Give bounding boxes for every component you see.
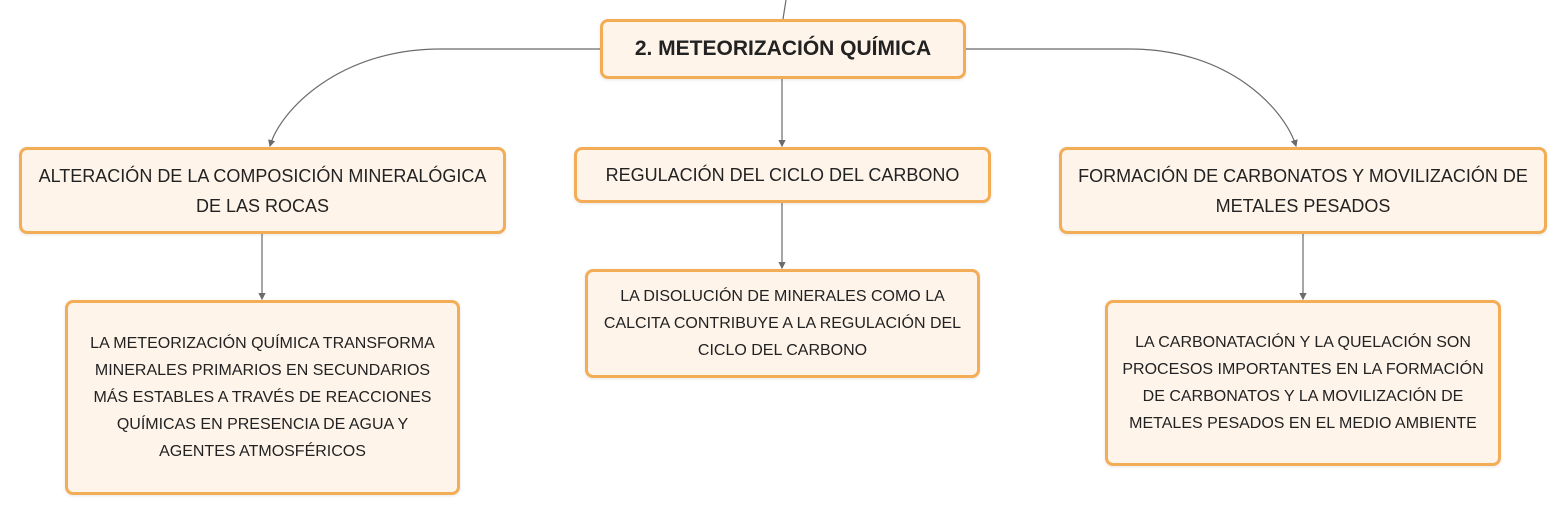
detail-node-carbonates-heavy-metals[interactable] <box>1105 300 1501 466</box>
branch-node-label: ALTERACIÓN DE LA COMPOSICIÓN MINERALÓGICA DE LAS ROCAS <box>38 165 487 216</box>
detail-node-text: LA METEORIZACIÓN QUÍMICA TRANSFORMA MINERALES PRIMARIOS EN SECUNDARIOS MÁS ESTABLES A TRAVÉS DE REACCIONES QUÍMICAS EN PRESENCIA DE AGUA Y AGENTES ATMOSFÉRICOS <box>90 335 435 460</box>
branch-node-label: FORMACIÓN DE CARBONATOS Y MOVILIZACIÓN DE METALES PESADOS <box>1078 165 1528 216</box>
root-node[interactable] <box>600 19 966 79</box>
branch-node-carbonates-heavy-metals[interactable] <box>1059 147 1547 234</box>
root-node-label: 2. METEORIZACIÓN QUÍMICA <box>634 37 932 60</box>
detail-node-text: LA CARBONATACIÓN Y LA QUELACIÓN SON PROCESOS IMPORTANTES EN LA FORMACIÓN DE CARBONATOS Y LA MOVILIZACIÓN DE METALES PESADOS EN EL MEDIO AMBIENTE <box>1122 334 1484 432</box>
connector-root-to-branch-1 <box>270 49 600 146</box>
branch-node-mineral-composition[interactable] <box>19 147 506 234</box>
detail-node-text: LA DISOLUCIÓN DE MINERALES COMO LA CALCITA CONTRIBUYE A LA REGULACIÓN DEL CICLO DEL CARBONO <box>603 288 962 359</box>
connector-root-to-branch-3 <box>966 49 1296 146</box>
detail-node-mineral-composition[interactable] <box>65 300 460 495</box>
connector-parent-to-root <box>783 0 786 19</box>
branch-node-carbon-cycle[interactable] <box>574 147 991 203</box>
branch-node-label: REGULACIÓN DEL CICLO DEL CARBONO <box>605 165 960 185</box>
detail-node-carbon-cycle[interactable] <box>585 269 980 378</box>
